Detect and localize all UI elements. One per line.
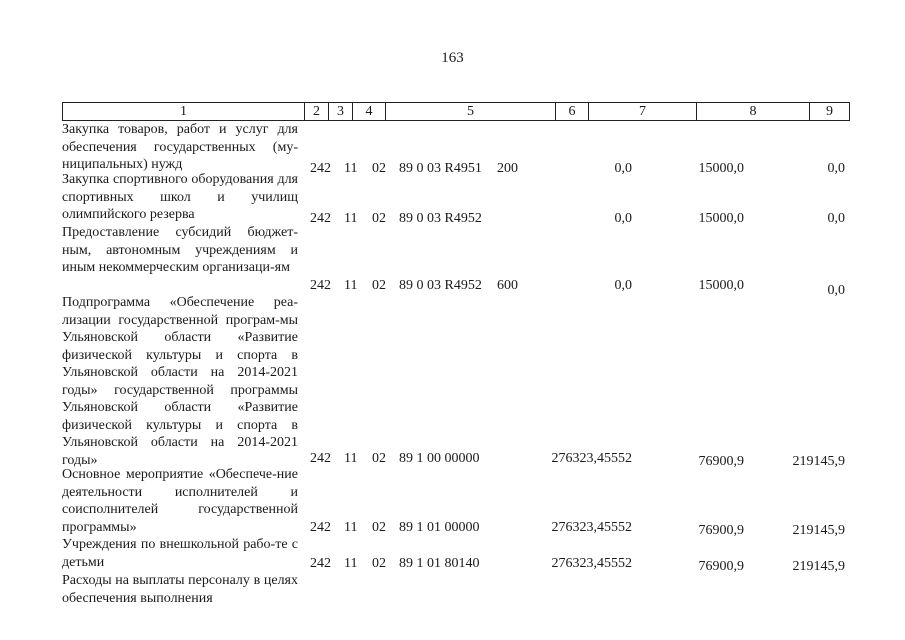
header-col-4: 4: [353, 103, 386, 120]
cell-c5: 89 1 01 00000: [399, 520, 480, 535]
cell-c2: 242: [310, 161, 331, 176]
cell-c3: 11: [344, 451, 358, 466]
cell-c2: 242: [310, 520, 331, 535]
row-description: Учреждения по внешкольной рабо-те с детьми: [62, 537, 298, 570]
cell-c9: 0,0: [827, 283, 845, 298]
cell-c3: 11: [344, 161, 358, 176]
cell-c9: 219145,9: [792, 454, 845, 469]
cell-c2: 242: [310, 278, 331, 293]
cell-c4: 02: [372, 278, 386, 293]
header-col-6: 6: [556, 103, 589, 120]
row-description: Закупка товаров, работ и услуг для обеспечения государственных (му-ниципальных) нужд: [62, 122, 298, 172]
cell-c5: 89 0 03 R4952: [399, 278, 482, 293]
cell-c5: 89 0 03 R4951: [399, 161, 482, 176]
cell-c5: 89 1 01 80140: [399, 556, 480, 571]
cell-c7: 276323,45552: [551, 451, 632, 466]
cell-c3: 11: [344, 520, 358, 535]
cell-c7: 276323,45552: [551, 520, 632, 535]
header-col-8: 8: [697, 103, 810, 120]
cell-c8: 76900,9: [698, 559, 744, 574]
cell-c6: 200: [497, 161, 518, 176]
cell-c2: 242: [310, 556, 331, 571]
cell-c9: 219145,9: [792, 523, 845, 538]
cell-c5: 89 1 00 00000: [399, 451, 480, 466]
cell-c8: 15000,0: [698, 278, 744, 293]
cell-c3: 11: [344, 556, 358, 571]
header-col-5: 5: [386, 103, 556, 120]
row-description: Предоставление субсидий бюджет-ным, автономным учреждениям и иным некоммерческим организаци-ям: [62, 225, 298, 275]
header-col-3: 3: [329, 103, 353, 120]
row-description: Основное мероприятие «Обеспече-ние деятельности исполнителей и соисполнителей государственной программы»: [62, 467, 298, 535]
cell-c8: 76900,9: [698, 523, 744, 538]
header-col-7: 7: [589, 103, 697, 120]
row-description: Закупка спортивного оборудования для спортивных школ и училищ олимпийского резерва: [62, 172, 298, 222]
cell-c5: 89 0 03 R4952: [399, 211, 482, 226]
cell-c7: 0,0: [614, 161, 632, 176]
cell-c4: 02: [372, 520, 386, 535]
cell-c4: 02: [372, 211, 386, 226]
cell-c8: 15000,0: [698, 161, 744, 176]
cell-c9: 219145,9: [792, 559, 845, 574]
cell-c9: 0,0: [827, 211, 845, 226]
header-col-2: 2: [305, 103, 329, 120]
row-description: Расходы на выплаты персоналу в целях обеспечения выполнения: [62, 573, 298, 606]
cell-c7: 0,0: [614, 278, 632, 293]
cell-c4: 02: [372, 451, 386, 466]
table-header: [62, 102, 850, 121]
page-number: 163: [441, 50, 464, 66]
cell-c7: 276323,45552: [551, 556, 632, 571]
cell-c8: 76900,9: [698, 454, 744, 469]
cell-c3: 11: [344, 278, 358, 293]
cell-c7: 0,0: [614, 211, 632, 226]
header-col-9: 9: [826, 104, 833, 119]
cell-c2: 242: [310, 451, 331, 466]
row-description: Подпрограмма «Обеспечение реа-лизации государственной програм-мы Ульяновской области «Развитие физической культуры и спорта в Ульяновской области на 2014-2021 годы» государственной программы Ульяновской области «Развитие физической культуры и спорта в Ульяновской области на 2014-2021 годы»: [62, 295, 298, 468]
cell-c4: 02: [372, 556, 386, 571]
cell-c6: 600: [497, 278, 518, 293]
cell-c4: 02: [372, 161, 386, 176]
cell-c3: 11: [344, 211, 358, 226]
header-col-1: 1: [63, 103, 305, 120]
cell-c9: 0,0: [827, 161, 845, 176]
cell-c8: 15000,0: [698, 211, 744, 226]
cell-c2: 242: [310, 211, 331, 226]
